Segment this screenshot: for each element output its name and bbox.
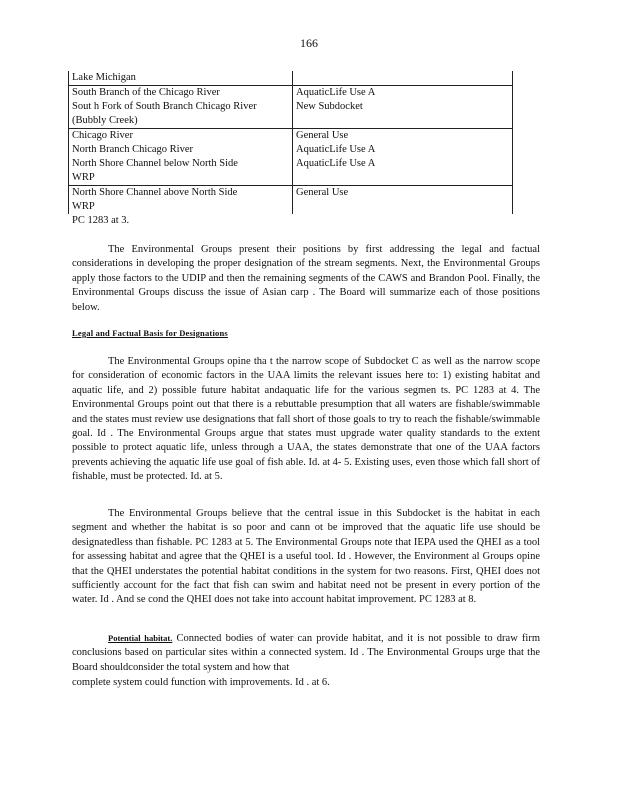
designation-value: General Use bbox=[296, 187, 349, 198]
waterbody-name: North Shore Channel above North Side bbox=[72, 187, 238, 198]
page-number: 166 bbox=[300, 36, 318, 50]
designation-value: AquaticLife Use A bbox=[296, 158, 376, 169]
waterbody-cell bbox=[69, 129, 293, 186]
runin-heading-potential-habitat: Potential habitat. bbox=[108, 633, 173, 643]
designation-value: AquaticLife Use A bbox=[296, 144, 376, 155]
paragraph-potential-habitat-last-line: complete system could function with improvements. Id . at 6. bbox=[72, 677, 330, 688]
paragraph-potential-habitat bbox=[72, 631, 540, 675]
paragraph-legal-basis-text: The Environmental Groups opine tha t the narrow scope of Subdocket C as well as the narrow scope for consideration of economic factors in the UAA limits the relevant issues here to: 1) existing habitat and aquatic life, and 2) possible future habitat andaquatic life for the various segmen ts. PC 1283 at 4. The Environmental Groups point out that there is a rebuttable presumption that all waters are fishable/swimmable and the states must review use designations that fall short of those goals to try to reach the fishable/swimmable goal. Id . The Environmental Groups argue that states must upgrade water quality standards to the extent possible to protect aquatic life, unless through a UAA, the states demonstrate that one of the UAA factors prevents achieving the aquatic life use goal of fish able. Id. at 4- 5. Existing uses, even those which fall short of fishable, must be protected. Id. at 5. bbox=[72, 356, 540, 483]
waterbody-name: (Bubbly Creek) bbox=[72, 115, 138, 126]
table-citation: PC 1283 at 3. bbox=[72, 215, 130, 226]
waterbody-name: Lake Michigan bbox=[72, 72, 136, 83]
designation-value: AquaticLife Use A bbox=[296, 87, 376, 98]
table-row bbox=[69, 86, 513, 129]
paragraph-intro-text: The Environmental Groups present their positions by first addressing the legal and factual considerations in developing the proper designation of the stream segments. Next, the Environmental Groups apply those factors to the UDIP and then the remaining segments of the CAWS and Brandon Pool. Finally, the Environmental Groups discuss the issue of Asian carp . The Board will summarize each of those positions below. bbox=[72, 244, 540, 313]
table-row bbox=[69, 186, 513, 215]
designation-cell bbox=[293, 71, 513, 86]
paragraph-legal-basis bbox=[72, 355, 540, 485]
table-row bbox=[69, 71, 513, 86]
waterbody-name: Sout h Fork of South Branch Chicago River bbox=[72, 101, 257, 112]
waterbody-name: North Shore Channel below North Side bbox=[72, 158, 238, 169]
waterbody-name: North Branch Chicago River bbox=[72, 144, 194, 155]
waterbody-name: Chicago River bbox=[72, 130, 133, 141]
designation-cell bbox=[293, 186, 513, 215]
waterbody-name: WRP bbox=[72, 201, 95, 212]
paragraph-central-issue-text: The Environmental Groups believe that the central issue in this Subdocket is the habitat in each segment and whether the habitat is so poor and cann ot be improved that the aquatic life use should be designatedless than fishable. PC 1283 at 5. The Environmental Groups note that IEPA used the QHEI as a tool for assessing habitat and agree that the QHEI is a useful tool. Id . However, the Environment al Groups opine that the QHEI understates the potential habitat conditions in the system for two reasons. First, QHEI does not sufficiently account for the fact that fish can swim and habitat need not be present in every portion of the water. Id . And se cond the QHEI does not take into account habitat improvement. PC 1283 at 8. bbox=[72, 508, 540, 606]
waterbody-cell bbox=[69, 186, 293, 215]
designation-cell bbox=[293, 129, 513, 186]
paragraph-central-issue bbox=[72, 507, 540, 608]
designation-cell bbox=[293, 86, 513, 129]
section-heading-legal-basis: Legal and Factual Basis for Designations bbox=[72, 328, 228, 338]
designation-table bbox=[68, 71, 513, 214]
paragraph-intro bbox=[72, 243, 540, 315]
waterbody-cell bbox=[69, 86, 293, 129]
waterbody-cell bbox=[69, 71, 293, 86]
waterbody-name: South Branch of the Chicago River bbox=[72, 87, 220, 98]
table-row bbox=[69, 129, 513, 186]
waterbody-name: WRP bbox=[72, 172, 95, 183]
designation-value: New Subdocket bbox=[296, 101, 363, 112]
paragraph-potential-habitat-text: Connected bodies of water can provide habitat, and it is not possible to draw firm conclusions based on particular sites within a connected system. Id . The Environmental Groups urge that the Board shouldconsider the total system and how that bbox=[72, 633, 541, 673]
designation-value: General Use bbox=[296, 130, 349, 141]
